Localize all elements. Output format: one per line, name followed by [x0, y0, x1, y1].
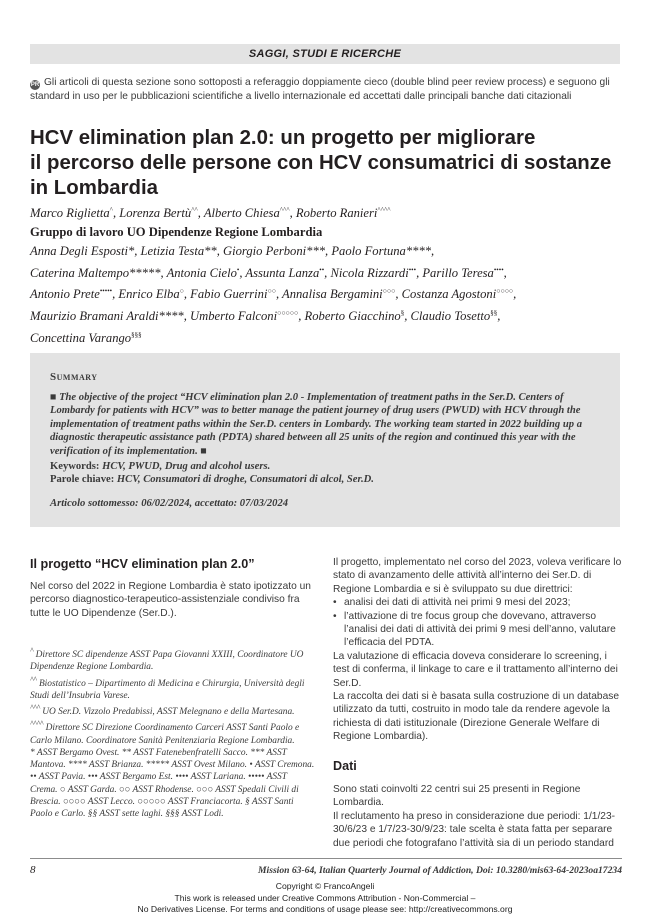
- member-mark: ****: [158, 309, 184, 324]
- footnote: [30, 718, 316, 747]
- peer-review-text: Gli articoli di questa sezione sono sottoposti a referaggio doppiamente cieco (double blind peer review process) e seguono gli standard in uso per le pubblicazioni scientifiche a livello internazionale ed accettati dalle principali banche dati citazionali: [30, 77, 610, 102]
- parole-value: HCV, Consumatori di droghe, Consumatori di alcol, Ser.D.: [116, 474, 374, 486]
- author: Alberto Chiesa: [203, 206, 280, 221]
- member: Caterina Maltempo: [30, 265, 129, 280]
- peer-review-note: [30, 76, 622, 104]
- member-mark: §: [400, 309, 405, 318]
- footnote: [30, 645, 316, 674]
- member-mark: ***: [306, 244, 326, 258]
- member: Claudio Tosetto: [410, 309, 491, 324]
- list-item: • analisi dei dati di attività nei primi 9 mesi del 2023;: [333, 596, 623, 609]
- member-mark: •••: [408, 265, 417, 274]
- member-mark: ****: [405, 244, 432, 258]
- left-paragraph-1: Nel corso del 2022 in Regione Lombardia è stato ipotizzato un percorso diagnostico-terapeutico-assistenziale condiviso fra tutte le UO Dipendenze (Ser.D.).: [30, 581, 311, 619]
- license-notice: [0, 881, 650, 916]
- journal-citation: Mission 63-64, Italian Quarterly Journal of Addiction, Doi: 10.3280/mis63-64-2023oa17234: [258, 865, 622, 876]
- member: Nicola Rizzardi: [330, 265, 409, 280]
- author: Lorenza Bertù: [119, 206, 192, 221]
- member-mark: §§: [490, 309, 498, 318]
- heading-dati: Dati: [333, 759, 357, 773]
- footnote-mark: ^^^^: [30, 719, 44, 729]
- member: Letizia Testa: [140, 244, 205, 258]
- working-group-members: Anna Degli Esposti*, Letizia Testa**, Giorgio Perboni***, Paolo Fortuna****, Caterina Maltempo*****, Antonia Cielo•, Assunta Lanza••, Nicola Rizzardi•••, Parillo Teresa••••, Antonio Prete•••••, Enrico Elba○, Fabio Guerrini○○, Annalisa Bergamini○○○, Costanza Agostoni○○○○, Maurizio Bramani Araldi****, Umberto Falconi○○○○○, Roberto Giacchino§, Claudio Tosetto§§, Concettina Varango§§§: [30, 244, 517, 346]
- author-mark: ^: [109, 206, 113, 214]
- article-title: [30, 126, 630, 201]
- summary-body: The objective of the project “HCV elimination plan 2.0 - Implementation of treatment paths in the Ser.D. Centers of Lombardy for patients with HCV” was to better manage the patient journey of drug users (PWUD) with HCV through the implementation of treatment paths within the Ser.D. centers in Lombardy. The working team started in 2022 building up a diagnostic therapeutic assistance path (PDTA) shared between all 25 units of the region and continued this year with the verification of its implementation.: [50, 392, 583, 457]
- list-item: • l’attivazione di tre focus group che dovevano, attraverso l’analisi dei dati di attività dei primi 9 mesi dell’anno, valutare l’efficacia del PDTA.: [333, 610, 623, 650]
- member: Fabio Guerrini: [190, 287, 268, 302]
- right-paragraph-5: Il reclutamento ha preso in considerazione due periodi: 1/1/23-30/6/23 e 1/7/23-30/9/23: tale scelta è stata fatta per separare due periodi che fotografano l’attività sia di un periodo standard: [333, 810, 616, 849]
- member-mark: ○○○: [382, 287, 396, 296]
- member-mark: ••••: [493, 265, 504, 274]
- footnote-text: Biostatistico – Dipartimento di Medicina e Chirurgia, Università degli Studi dell’Insubria Varese.: [30, 678, 305, 701]
- member-mark: ○○○○: [496, 287, 514, 296]
- section-header: SAGGI, STUDI E RICERCHE: [30, 44, 620, 64]
- author-list: Marco Riglietta^, Lorenza Bertù^^, Alberto Chiesa^^^, Roberto Ranieri^^^^: [30, 206, 391, 221]
- bullet-list: [333, 596, 623, 650]
- member: Roberto Giacchino: [304, 309, 401, 324]
- author: Roberto Ranieri: [295, 206, 378, 221]
- member-mark: *: [127, 244, 135, 258]
- summary-heading: Summary: [50, 371, 98, 383]
- page-number: 8: [30, 864, 36, 876]
- title-line-1: HCV elimination plan 2.0: un progetto per migliorare: [30, 127, 536, 149]
- member: Maurizio Bramani Araldi: [30, 309, 159, 324]
- right-paragraph-2: La valutazione di efficacia doveva considerare lo screening, i test di conferma, il linkage to care e il trattamento all’interno dei Ser.D.: [333, 650, 618, 689]
- working-group-title: Gruppo di lavoro UO Dipendenze Regione Lombardia: [30, 225, 323, 239]
- member: Antonio Prete: [30, 287, 100, 302]
- member: Giorgio Perboni: [223, 244, 307, 258]
- member: Annalisa Bergamini: [282, 287, 383, 302]
- right-paragraph-1: Il progetto, implementato nel corso del 2023, voleva verificare lo stato di avanzamento delle attività all’interno dei Ser.D. di Regione Lombardia e si è sviluppato su due direttrici:: [333, 557, 622, 595]
- member: Antonia Cielo: [166, 265, 237, 280]
- member-mark: •: [236, 265, 240, 274]
- keywords-value: HCV, PWUD, Drug and alcohol users.: [102, 461, 271, 472]
- member: Paolo Fortuna: [331, 244, 406, 258]
- keywords-block: [50, 460, 606, 487]
- summary-start-mark: ■: [50, 392, 57, 403]
- license-line-1: This work is released under Creative Commons Attribution - Non-Commercial –: [174, 892, 476, 903]
- member-mark: **: [204, 244, 217, 258]
- author-mark: ^^^^: [377, 206, 391, 214]
- member: Assunta Lanza: [245, 265, 320, 280]
- author-mark: ^^: [191, 206, 198, 214]
- right-column: [333, 556, 623, 744]
- footnotes: [30, 645, 316, 820]
- footnote-text: Direttore SC Direzione Coordinamento Carceri ASST Santi Paolo e Carlo Milano. Coordinatore Sanità Penitenziaria Regione Lombardia.: [30, 723, 300, 746]
- member-mark: ••: [319, 265, 325, 274]
- member-mark: •••••: [99, 287, 113, 296]
- member: Costanza Agostoni: [401, 287, 497, 302]
- member-mark: ○○: [267, 287, 276, 296]
- member-mark: §§§: [131, 330, 142, 339]
- title-line-2: il percorso delle persone con HCV consumatrici di sostanze: [30, 152, 612, 174]
- member: Umberto Falconi: [190, 309, 278, 324]
- footnote-mark: ^^^: [30, 703, 40, 713]
- summary-text: [50, 391, 606, 458]
- footnote-text: Direttore SC dipendenze ASST Papa Giovanni XXIII, Coordinatore UO Dipendenze Regione Lombardia.: [30, 650, 304, 673]
- heading-project: Il progetto “HCV elimination plan 2.0”: [30, 557, 255, 571]
- footer-divider: [30, 858, 622, 859]
- keywords-label: Keywords:: [50, 461, 100, 472]
- footnote-mark: ^^: [30, 674, 37, 684]
- summary-box: [30, 353, 620, 527]
- member-mark: *****: [129, 265, 161, 280]
- member: Enrico Elba: [118, 287, 180, 302]
- member-mark: ○○○○○: [277, 309, 299, 318]
- author-mark: ^^^: [279, 206, 290, 214]
- submission-dates: Articolo sottomesso: 06/02/2024, accettato: 07/03/2024: [50, 498, 289, 509]
- right-column-dati: [333, 783, 623, 850]
- footnote-affiliations: * ASST Bergamo Ovest. ** ASST Fatenebenfratelli Sacco. *** ASST Mantova. **** ASST Brianza. ***** ASST Ovest Milano. • ASST Cremona. •• ASST Pavia. ••• ASST Bergamo Est. •••• ASST Lariana. ••••• ASST Crema. ○ ASST Garda. ○○ ASST Rhodense. ○○○ ASST Spedali Civili di Brescia. ○○○○ ASST Lecco. ○○○○○ ASST Franciacorta. § ASST Santi Paolo e Carlo. §§ ASST sette laghi. §§§ ASST Lodi.: [30, 747, 315, 819]
- right-paragraph-4: Sono stati coinvolti 22 centri sui 25 presenti in Regione Lombardia.: [333, 784, 581, 809]
- member: Anna Degli Esposti: [30, 244, 128, 258]
- footnote-text: UO Ser.D. Vizzolo Predabissi, ASST Melegnano e della Martesana.: [42, 707, 295, 718]
- right-paragraph-3: La raccolta dei dati si è basata sulla costruzione di un database utilizzato da tutti, costruito in modo tale da rendere agevole la richiesta di dati istituzionale (Direzione Generale Welfare di Regione Lombardia).: [333, 691, 619, 743]
- copyright-line: Copyright © FrancoAngeli: [275, 881, 375, 891]
- title-line-3: in Lombardia: [30, 177, 159, 199]
- summary-end-mark: ■: [200, 445, 207, 457]
- footnote: [30, 674, 316, 703]
- footnote: [30, 702, 316, 718]
- license-line-2: No Derivatives License. For terms and conditions of usage please see: http://creativecommons.org: [137, 904, 513, 914]
- member-mark: ○: [179, 287, 184, 296]
- peer-review-icon: PR: [30, 82, 40, 88]
- parole-label: Parole chiave:: [50, 474, 115, 486]
- member: Parillo Teresa: [422, 265, 494, 280]
- footnote-mark: ^: [30, 646, 34, 655]
- member: Concettina Varango: [30, 331, 132, 346]
- author: Marco Riglietta: [30, 206, 110, 221]
